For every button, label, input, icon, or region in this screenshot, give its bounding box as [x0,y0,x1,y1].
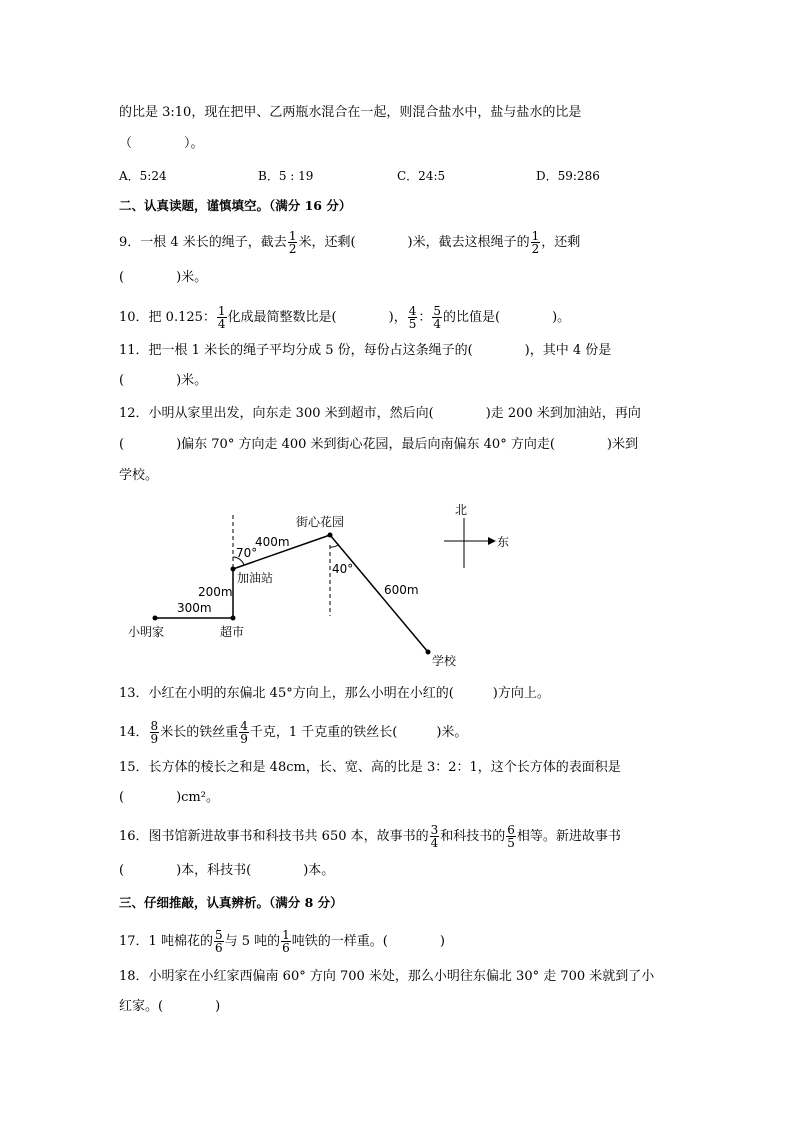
q9-line1 [119,230,580,255]
q11-line2: ( )米。 [119,373,208,388]
q10-text-c: ： [418,310,432,325]
q10-fraction-2: $\frac{4}{5}$ [408,304,417,331]
label-school: 学校 [432,654,457,668]
label-east: 东 [497,535,510,549]
q8-option-c: C．24:5 [397,169,446,183]
q8-option-d: D．59:286 [536,169,600,183]
q9-line2: ( )米。 [119,270,208,285]
q16-text-c: 相等。新进故事书 [516,829,621,844]
q17-text-b: 与 5 吨的 [224,934,281,949]
q9-text-a: 9．一根 4 米长的绳子，截去 [119,235,287,250]
q17-fraction-1: $\frac{5}{6}$ [214,928,223,955]
q12-line3: 学校。 [119,468,159,483]
q16-line2: ( )本，科技书( )本。 [119,863,335,878]
q17-text-a: 17．1 吨棉花的 [119,934,213,949]
q16-text-a: 16．图书馆新进故事书和科技书共 650 本，故事书的 [119,829,429,844]
q17-line [119,929,445,954]
q14-fraction-1: $\frac{8}{9}$ [150,719,159,746]
label-400m: 400m [255,535,290,549]
q16-text-b: 和科技书的 [440,829,506,844]
label-200m: 200m [198,585,233,599]
east-arrow-icon [488,537,496,545]
label-gas: 加油站 [237,571,274,585]
q14-text-b: 千克，1 千克重的铁丝长( )米。 [249,725,468,740]
q8-option-b: B．5 : 19 [258,169,314,183]
label-angle-40: 40° [332,562,354,576]
q9-text-b: 米，还剩( )米，截去这根绳子的 [298,235,530,250]
q8-option-a: A．5:24 [119,169,167,183]
q17-text-c: 吨铁的一样重。( ) [291,934,445,949]
q10-text-a: 10．把 0.125： [119,310,216,325]
label-600m: 600m [384,583,419,597]
q15-line1: 15．长方体的棱长之和是 48cm，长、宽、高的比是 3：2：1，这个长方体的表面积是 [119,760,621,775]
q14-fraction-2: $\frac{4}{9}$ [240,719,248,746]
q10-line [119,305,570,330]
point-home [153,616,158,621]
point-garden [328,533,333,538]
section-3-heading: 三、仔细推敲，认真辨析。（满分 8 分） [119,895,343,910]
label-garden: 街心花园 [296,515,345,529]
q16-line1 [119,824,621,849]
label-home: 小明家 [128,625,165,639]
angle-arc-40 [330,545,338,547]
label-market: 超市 [220,625,245,639]
q11-line1: 11．把一根 1 米长的绳子平均分成 5 份，每份占这条绳子的( )，其中 4 份是 [119,343,612,358]
label-300m: 300m [177,601,212,615]
q9-fraction-1: $\frac{1}{2}$ [288,229,297,256]
route-diagram [0,490,794,675]
q10-fraction-1: $\frac{1}{4}$ [217,304,226,331]
q12-line1: 12．小明从家里出发，向东走 300 米到超市，然后向( )走 200 米到加油站，再向 [119,406,641,421]
q14-number: 14． [119,725,149,740]
q8-line1: 的比是 3:10，现在把甲、乙两瓶水混合在一起，则混合盐水中，盐与盐水的比是 [119,105,582,120]
q17-fraction-2: $\frac{1}{6}$ [282,928,290,955]
q10-text-b: 化成最简整数比是( )， [227,310,407,325]
q9-fraction-2: $\frac{1}{2}$ [531,229,540,256]
q10-fraction-3: $\frac{5}{4}$ [433,304,441,331]
q10-text-d: 的比值是( )。 [443,310,571,325]
q18-line1: 18．小明家在小红家西偏南 60° 方向 700 米处，那么小明往东偏北 30° 走 700 米就到了小 [119,969,655,984]
point-gas [231,567,236,572]
q9-text-c: ，还剩 [541,235,581,250]
q18-line2: 红家。( ) [119,999,221,1014]
q15-line2: ( )cm²。 [119,790,219,805]
label-angle-70: 70° [236,546,258,560]
q14-text-a: 米长的铁丝重 [160,725,239,740]
q14-line [119,720,467,745]
q13-line: 13．小红在小明的东偏北 45°方向上，那么小明在小红的( )方向上。 [119,686,550,701]
q8-line2: （ ）。 [119,136,204,151]
point-school [426,650,431,655]
q16-fraction-2: $\frac{6}{5}$ [507,823,515,850]
q12-line2: ( )偏东 70° 方向走 400 米到街心花园，最后向南偏东 40° 方向走( )米到 [119,437,638,452]
section-2-heading: 二、认真读题，谨慎填空。（满分 16 分） [119,198,352,213]
q16-fraction-1: $\frac{3}{4}$ [430,823,439,850]
label-north: 北 [455,503,468,517]
point-market [231,616,236,621]
